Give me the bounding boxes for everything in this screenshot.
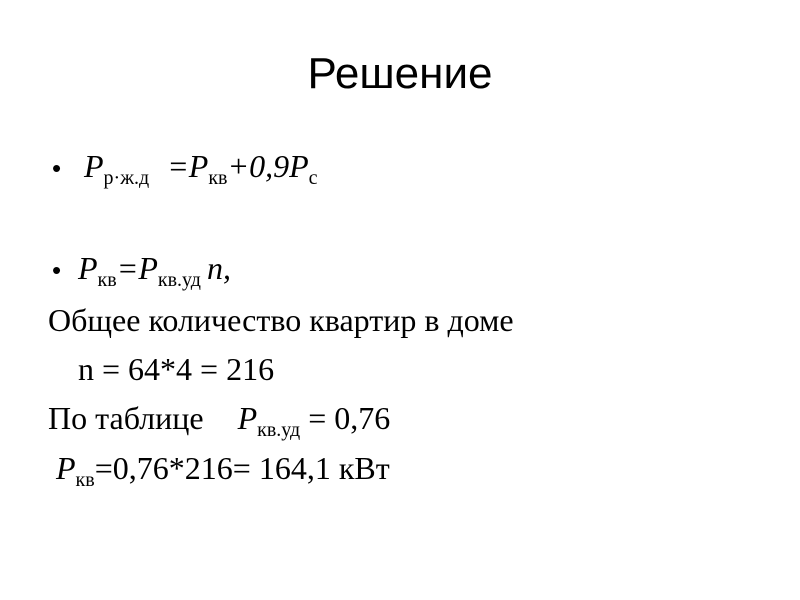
apartments-label: Общее количество квартир в доме: [48, 302, 514, 338]
result-subscript: кв: [75, 469, 95, 491]
formula-eq-subscript: кв.уд: [157, 269, 201, 291]
table-symbol: P: [237, 400, 258, 436]
formula-eq-symbol: =P: [167, 148, 209, 184]
formula-eq-symbol: =P: [116, 250, 158, 286]
result-symbol: P: [56, 450, 76, 486]
formula-symbol: P: [78, 250, 98, 286]
table-line: [48, 398, 390, 450]
table-value: = 0,76: [300, 400, 391, 436]
formula-line-1: [52, 146, 318, 198]
apartments-formula: n = 64*4 = 216: [78, 351, 275, 387]
formula-subscript: р·ж.д: [103, 167, 150, 189]
bullet-marker: •: [52, 255, 62, 285]
table-subscript: кв.уд: [257, 419, 301, 441]
bullet-marker: •: [52, 153, 62, 183]
slide-title: Решение: [307, 49, 493, 98]
result-line: [56, 448, 390, 500]
formula-rest-subscript: с: [308, 167, 318, 189]
result-text: =0,76*216= 164,1 кВт: [94, 450, 390, 486]
formula-subscript: кв: [97, 269, 117, 291]
formula-symbol: P: [84, 148, 104, 184]
formula-line-2: [52, 248, 231, 300]
formula-rest: n,: [206, 250, 231, 286]
table-label: По таблице: [48, 400, 204, 436]
formula-rest: +0,9P: [227, 148, 309, 184]
formula-eq-subscript: кв: [208, 167, 228, 189]
